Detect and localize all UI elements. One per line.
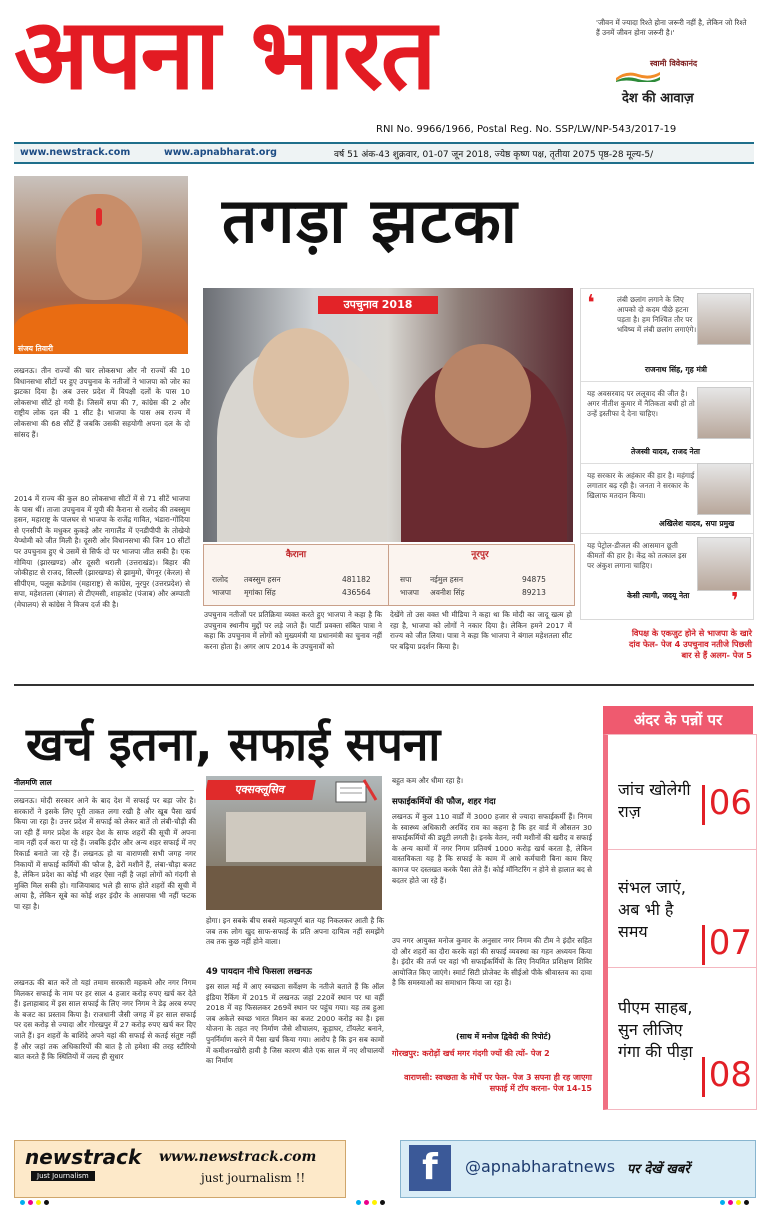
quote-text: यह पेट्रोल-डीजल की आसमान छूती कीमतों की हार है। केंद्र को तत्काल इस पर अंकुश लगाना चाहिए। <box>587 541 687 570</box>
second-body-para-4: इस साल मई में आए स्वच्छता सर्वेक्षण के नतीजे बताते हैं कि ऑल इंडिया रैंकिंग में 2015 में लखनऊ जहां 220वें स्थान पर था वहीं 2018 में वह फिसलकर 269वें स्थान पर पहुंच गया। यह तब हुआ जब अकेले स्वच्छ भारत मिशन का बजट 2000 करोड़ का है। इस योजना के तहत नए निर्माण जैसे शौचालय, कूड़ाघर, टॉयलेट बनाने, पुनर्निर्माण करने में पैसा खर्च किया गया। आरोप है कि इन सब कामों में कमीशनखोरी हावी है जिस कारण बीते एक साल में नए शौचालयों का निर्माण <box>206 982 384 1066</box>
inside-item-page: 06 <box>708 783 752 823</box>
quote-attribution: केसी त्यागी, जदयू नेता <box>627 591 690 600</box>
quote-attribution: अखिलेश यादव, सपा प्रमुख <box>659 519 735 528</box>
quote-author: स्वामी विवेकानंद <box>650 59 698 68</box>
inside-item-label: संभल जाएं, अब भी है समय <box>618 878 686 941</box>
second-body-para-1: लखनऊ। मोदी सरकार आने के बाद देश में सफाई पर बड़ा जोर है। सरकारों ने इसके लिए पूरी ताकत लगा रखी है और खूब पैसा खर्च किया जा रहा है। उत्तर प्रदेश में सफाई को लेकर बातें तो लंबी-चौड़ी की जा रही हैं मगर प्रदेश के शहर देश के साफ शहरों की सूची में अपना नाम नहीं दर्ज करा पा रहे हैं। जबकि इंदौर और अन्य शहर सफाई में नए रिकार्ड बनाते जा रहे हैं। लखनऊ हो या वाराणसी सभी जगह नगर निकायों में सफाई कर्मियों की फौज है, ढेरों मशीनें हैं, लंबा-चौड़ा बजट है, लेकिन प्रदेश का कोई भी शहर ऐसा नहीं है जहां लोगों को गंदगी से मुक्ति मिल सकी हो। गाजियाबाद भले ही साफ होते शहरों की सूची में आया है, लेकिन सूबे का कोई शहर इंदौर के आसपास भी नहीं फटक पा रहा है। <box>14 796 196 911</box>
registration-mark <box>744 1200 749 1205</box>
second-body-para-5: बहुत कम और धीमा रहा है। <box>392 776 464 785</box>
registration-mark <box>28 1200 33 1205</box>
registration-mark <box>364 1200 369 1205</box>
registration-mark <box>736 1200 741 1205</box>
divider <box>702 1057 705 1097</box>
facebook-cta: पर देखें खबरें <box>627 1162 690 1177</box>
registration-mark <box>720 1200 725 1205</box>
masthead-tagline: देश की आवाज़ <box>622 91 694 106</box>
lead-main-photo <box>203 288 573 542</box>
reactions-panel <box>580 288 754 620</box>
subhead-rank-drop: 49 पायदान नीचे फिसला लखनऊ <box>206 967 312 977</box>
politician-photo <box>697 387 751 439</box>
site-link-apnabharat[interactable]: www.apnabharat.org <box>164 147 277 158</box>
result-party: भाजपा <box>212 588 231 597</box>
byline-second: नीलमणि लाल <box>14 778 52 787</box>
inside-item[interactable] <box>608 749 756 850</box>
result-candidate: नईमुल हसन <box>430 575 464 584</box>
result-votes: 481182 <box>342 575 371 584</box>
rni-number: RNI No. 9966/1966, Postal Reg. No. SSP/LW/NP-543/2017-19 <box>376 124 677 135</box>
inside-item-page: 08 <box>708 1055 752 1095</box>
report-credit: (साथ में मनोज द्विवेदी की रिपोर्ट) <box>456 1032 552 1041</box>
registration-mark <box>728 1200 733 1205</box>
inside-item[interactable] <box>608 967 756 1107</box>
quote-mark-icon: ❛ <box>587 291 595 316</box>
quote-attribution: तेजस्वी यादव, राजद नेता <box>631 447 700 456</box>
politician-photo <box>697 463 751 515</box>
related-gorakhpur[interactable]: गोरखपुर: करोड़ों खर्च मगर गंदगी ज्यों की त्यों- पेज 2 <box>392 1049 550 1058</box>
inside-item[interactable] <box>608 849 756 968</box>
registration-mark <box>372 1200 377 1205</box>
second-body-para-2: लखनऊ की बात करें तो यहां तमाम सरकारी महकमे और नगर निगम मिलकर सफाई के नाम पर हर साल 4 हजार करोड़ रुपए खर्च कर देते हैं। इलाहाबाद में इस साल सफाई के लिए नगर निगम ने डेढ़ अरब रुपए के बजट का प्रस्ताव किया है। राजधानी जैसी जगह में हर साल सफाई पर दस करोड़ से ज्यादा और गोरखपुर में 27 करोड़ रुपए खर्च कर दिए जाते हैं। इन शहरों के बाशिंदे अपने यहां की सफाई से कतई संतुष्ट नहीं हैं और जहां तक अधिकारियों की बात है तो हमेशा की तरह स्टीरियो बात करते हैं कि स्थितियों में जल्द ही सुधार <box>14 978 196 1062</box>
second-body-para-6: लखनऊ में कुल 110 वार्डों में 3000 हजार से ज्यादा सफाईकर्मी हैं। निगम के स्वास्थ्य अधिकारी अरविंद राव का कहना है कि हर वार्ड में औसतन 30 सफाईकर्मियों की ड्यूटी लगती है। इनके वेतन, नयी मशीनों की खरीद व सफाई के अन्य कामों में नगर निगम प्रतिवर्ष 1000 करोड़ खर्च करता है, लेकिन वास्तविकता यह है कि सफाई के काम में आधे कर्मचारी बिना काम किए कागज पर दस्तखत करके पैसा लेते हैं। कोई मॉनिटरिंग न होने से हालात बद से बदतर होते जा रहे हैं। <box>392 812 592 885</box>
lead-portrait-photo <box>14 176 188 354</box>
registration-mark <box>44 1200 49 1205</box>
newspaper-pen-icon <box>334 778 378 804</box>
quote-text: लंबी छलांग लगाने के लिए आपको दो कदम पीछे हटना पड़ता है। हम निश्चित तौर पर भविष्य में लंबी छलांग लगाएंगे। <box>617 295 697 334</box>
quote-text: यह सरकार के अहंकार की हार है। महंगाई लगातार बढ़ रही है। जनता ने सरकार के खिलाफ मतदान किया। <box>587 471 695 500</box>
results-table <box>203 544 575 606</box>
lead-headline: तगड़ा झटका <box>222 184 519 257</box>
divider <box>702 785 705 825</box>
result-party: सपा <box>400 575 412 584</box>
quote-attribution: राजनाथ सिंह, गृह मंत्री <box>645 365 707 374</box>
facebook-icon: f <box>409 1145 451 1191</box>
lead-related-pages[interactable]: विपक्ष के एकजुट होने से भाजपा के खारे दांव फेल- पेज 4 उपचुनाव नतीजे पिछली बार से हैं अलग- पेज 5 <box>629 628 752 660</box>
result-candidate: अवनीश सिंह <box>430 588 465 597</box>
footer-facebook-ad[interactable] <box>400 1140 756 1198</box>
newstrack-logo: newstrack <box>25 1145 142 1169</box>
flag-swoosh-icon <box>616 70 660 82</box>
result-party: भाजपा <box>400 588 419 597</box>
politician-photo <box>697 537 751 591</box>
registration-mark <box>380 1200 385 1205</box>
exclusive-photo <box>206 776 382 910</box>
byline-lead: संजय तिवारी <box>18 344 53 353</box>
result-candidate: तबस्सुम हसन <box>244 575 281 584</box>
related-varanasi[interactable]: वाराणसी: स्वच्छता के मोर्चे पर फेल- पेज 3 सपना ही रह जाएगा सफाई में टॉप करना- पेज 14-15 <box>404 1073 592 1093</box>
registration-mark <box>20 1200 25 1205</box>
second-body-para-7: उप नगर आयुक्त मनोज कुमार के अनुसार नगर निगम की टीम ने इंदौर सहित दो और शहरों का दौरा करके वहां की सफाई व्यवस्था का गहन अध्ययन किया है। इंदौर की तर्ज पर वहां भी सफाईकर्मियों के लिए नियमित प्रशिक्षण शिविर आयोजित किए जाएंगे। स्मार्ट सिटी प्रोजेक्ट के सीईओ पीके श्रीवास्तव का दावा है कि समस्याओं का समाधान किया जा रहा है। <box>392 936 592 988</box>
result-party: रालोद <box>212 575 229 584</box>
second-body-para-3: होगा। इन सबके बीच सबसे महत्वपूर्ण बात यह निकलकर आती है कि जब तक लोग खुद साफ-सफाई के प्रति अपना दायित्व नहीं समझेंगे तब तक कुछ नहीं होने वाला। <box>206 916 384 947</box>
seat-name-kairana: कैराना <box>285 550 307 560</box>
newstrack-sub: Just Journalism <box>31 1171 95 1181</box>
result-candidate: मृगांका सिंह <box>244 588 276 597</box>
footer-url[interactable]: www.newstrack.com <box>159 1149 317 1165</box>
lead-body-para-2: 2014 में राज्य की कुल 80 लोकसभा सीटों में से 71 सीटें भाजपा के पास थीं। ताजा उपचुनाव में यूपी की कैराना से रालोद की तबस्सुम हसन, महाराष्ट्र के पालघर से भाजपा के राजेंद्र गावित, भंडारा-गोंदिया से एनसीपी के मधुकर कुकड़े और नागालैंड में एनडीपीपी के तोखेयो येप्थोमी को जीत मिली है। दूसरी ओर विधानसभा की जिन 10 सीटों पर उपचुनाव हुए थे उसमें से सिर्फ दो पर भाजपा जीत सकी है। एक गोमिया (झारखण्ड) और दूसरी थराली (उत्तराखंड)। बिहार की जोकीहाट से राजद, सिल्ली (झारखण्ड) से झामुमो, चेंगनूर (केरल) से सीपीएम, पलूस कडेगांव (महाराष्ट्र) से कांग्रेस, नूरपुर (उत्तरप्रदेश) से सपा, महेशतला (बंगाल) से टीएमसी, शाहकोट (पंजाब) और अम्पाती (मेघालय) से कांग्रेस ने विजय दर्ज की है। <box>14 494 190 609</box>
footer-newstrack-ad[interactable] <box>14 1140 346 1198</box>
facebook-handle[interactable]: @apnabharatnews <box>465 1157 616 1176</box>
quote-mark-icon: ❜ <box>731 589 739 614</box>
lead-body-para-3: उपचुनाव नतीजों पर प्रतिक्रिया व्यक्त करते हुए भाजपा ने कहा है कि उपचुनाव स्थानीय मुद्दों पर लड़े जाते हैं। पार्टी प्रवक्ता संबित पात्रा ने कहा कि उपचुनाव में लोगों को मुख्यमंत्री या प्रधानमंत्री का चुनाव नहीं करना होता है। अगर आप 2014 के उपचुनावों को <box>204 610 382 651</box>
result-votes: 436564 <box>342 588 371 597</box>
inside-item-label: जांच खोलेगी राज़ <box>618 780 691 821</box>
divider <box>702 925 705 965</box>
issue-info: वर्ष 51 अंक-43 शुक्रवार, 01-07 जून 2018, ज्येष्ठ कृष्ण पक्ष, तृतीया 2075 पृष्ठ-28 मूल्य-5/ <box>334 150 654 160</box>
bypoll-badge: उपचुनाव 2018 <box>318 296 438 314</box>
lead-body-para-1: लखनऊ। तीन राज्यों की चार लोकसभा और नौ राज्यों की 10 विधानसभा सीटों पर हुए उपचुनाव के नतीजों ने भाजपा को जोर का झटका दिया है। अब उत्तर प्रदेश में विपक्षी दलों के पास 10 लोकसभा सीटें हो गयी हैं। जिसमें सपा की 7, कांग्रेस की 2 और राष्ट्रीय लोक दल की 1 सीट है। भाजपा के पास अब राज्य में लोकसभा की 68 सीटें हैं जबकि उसकी सहयोगी अपना दल के दो सांसद हैं। <box>14 366 190 439</box>
exclusive-tag: एक्सक्लूसिव <box>206 780 316 800</box>
result-votes: 89213 <box>522 588 546 597</box>
politician-photo <box>697 293 751 345</box>
inside-item-label: पीएम साहब, सुन लीजिए गंगा की पीड़ा <box>618 998 693 1061</box>
inside-pages-panel <box>603 734 757 1110</box>
inside-pages-header: अंदर के पन्नों पर <box>603 706 753 734</box>
masthead-title: अपना भारत <box>14 0 435 112</box>
masthead-quote: 'जीवन में ज्यादा रिश्ते होना जरूरी नहीं है, लेकिन जो रिश्ते हैं उनमें जीवन होना जरूरी है।' <box>596 18 747 37</box>
footer-slogan: just journalism !! <box>201 1171 306 1185</box>
registration-mark <box>356 1200 361 1205</box>
result-votes: 94875 <box>522 575 546 584</box>
registration-mark <box>36 1200 41 1205</box>
lead-body-para-4: देखेंगे तो उस वक्त भी मीडिया ने कहा था कि मोदी का जादू खत्म हो रहा है, भाजपा को लोगों ने नकार दिया है। लेकिन हमने 2017 में राज्य को जीत लिया। पात्रा ने कहा कि भाजपा ने बंगाल महेशतला सीट पर बढ़िया प्रदर्शन किया है। <box>390 610 572 651</box>
quote-text: यह अवसरवाद पर ललूवाद की जीत है। अगर नीतीश कुमार में नैतिकता बची हो तो उन्हें इस्तीफा दे देना चाहिए। <box>587 389 695 418</box>
seat-name-noorpur: नूरपुर <box>471 550 489 560</box>
second-headline: खर्च इतना, सफाई सपना <box>26 717 441 771</box>
site-link-newstrack[interactable]: www.newstrack.com <box>20 147 131 158</box>
inside-item-page: 07 <box>708 923 752 963</box>
masthead-info-bar <box>14 142 754 164</box>
subhead-cleaners: सफाईकर्मियों की फौज, शहर गंदा <box>392 797 496 807</box>
